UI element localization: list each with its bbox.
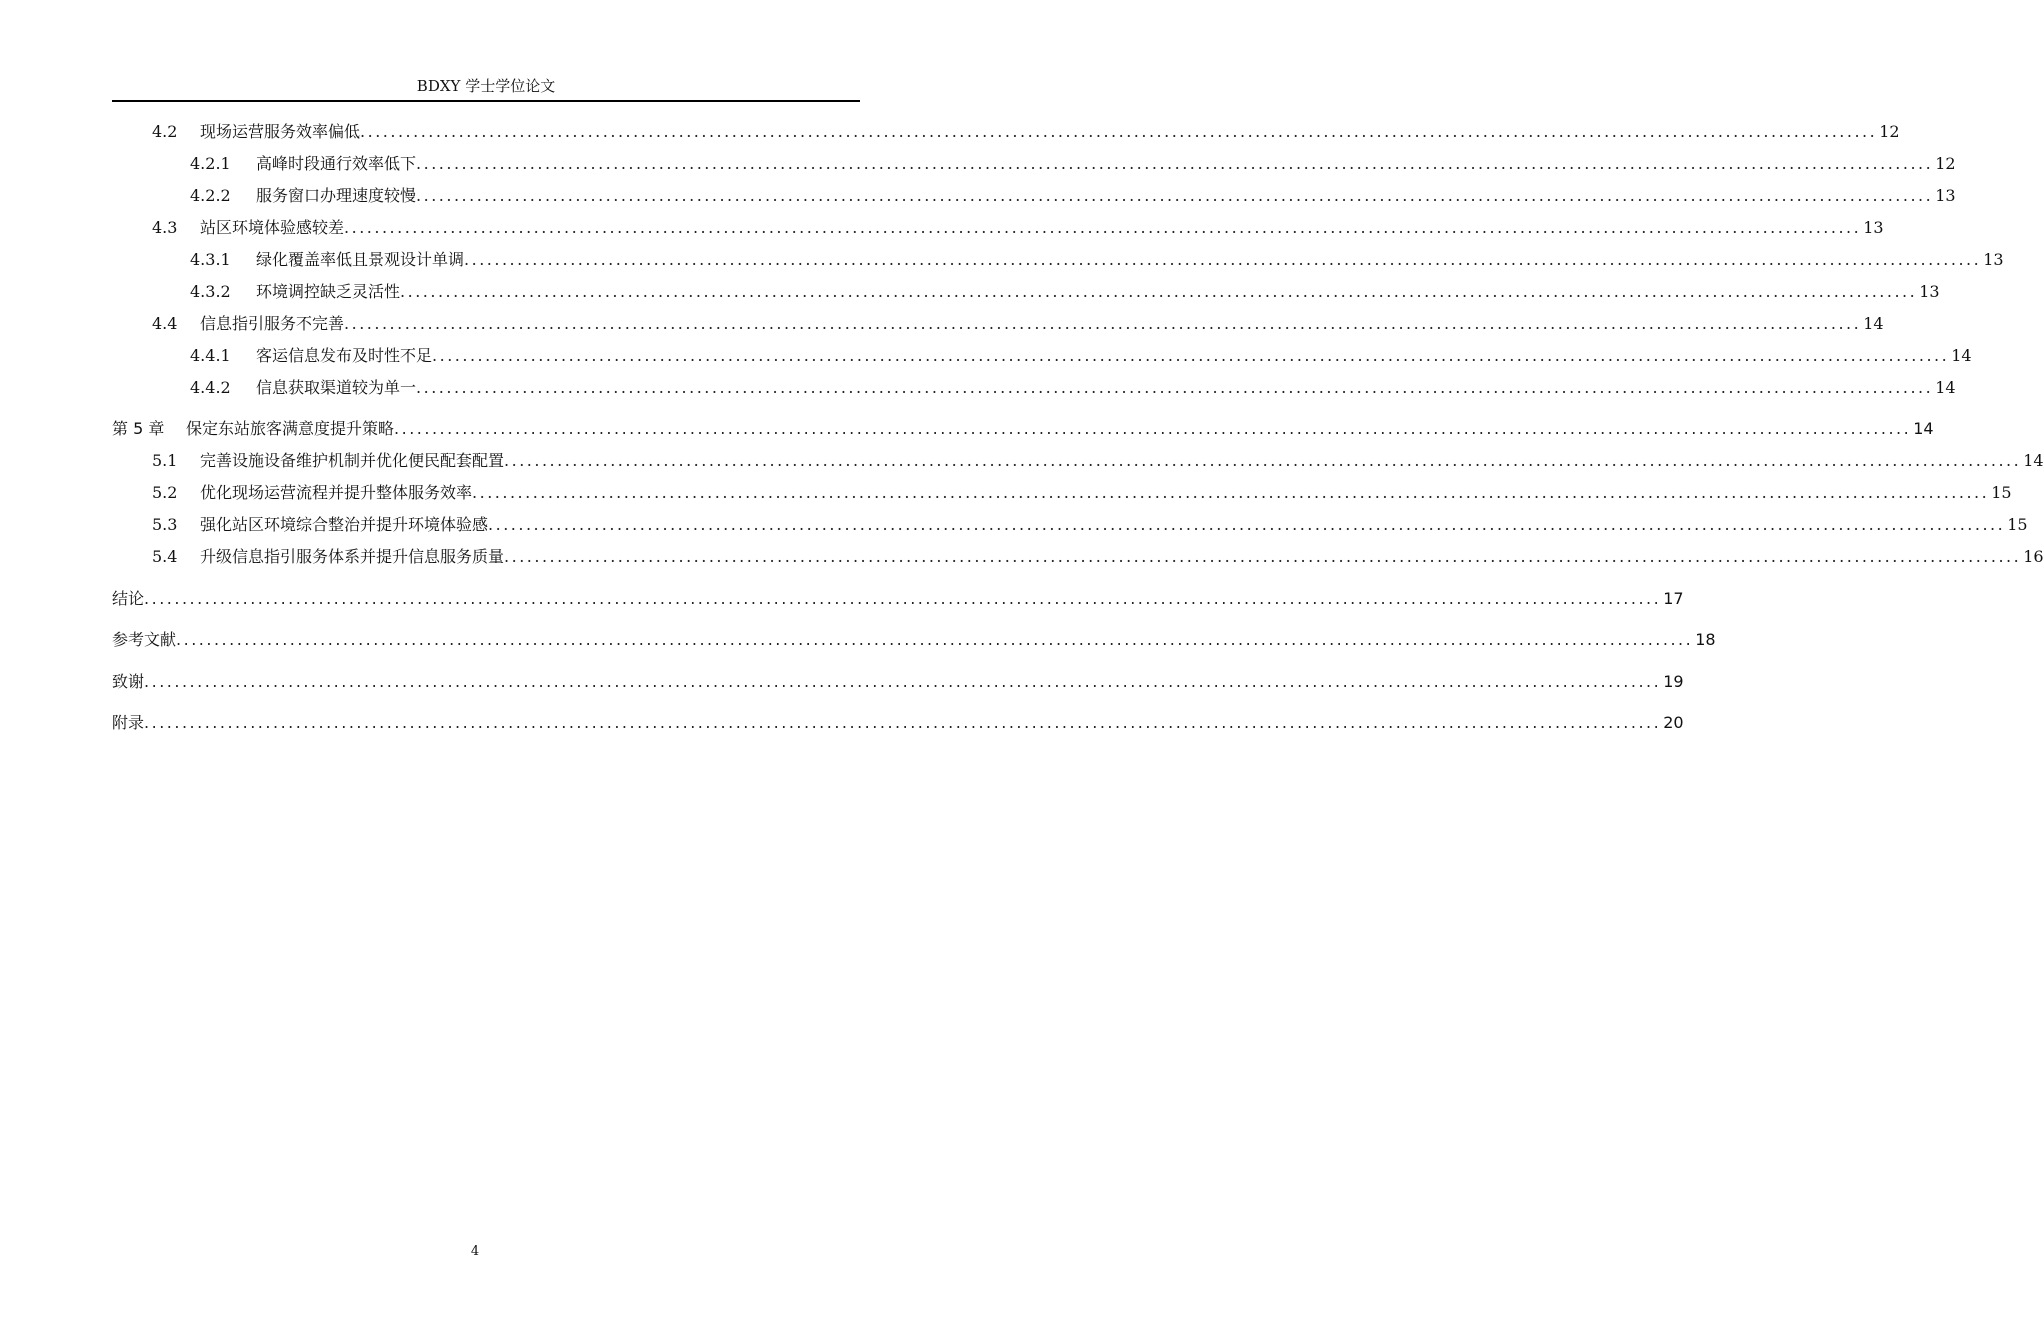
toc-entry-title: 参考文献 [112,630,177,649]
toc-entry-title: 完善设施设备维护机制并优化便民配套配置 [200,451,505,470]
toc-entry-number: 4.2 [152,122,178,141]
toc-entry-number: 5.1 [152,451,178,470]
toc-entry[interactable] [190,280,1940,304]
toc-entry[interactable] [112,628,1716,652]
toc-entry-number: 4.4.2 [190,378,231,397]
toc-entry[interactable] [152,545,2044,569]
toc-leader-dots: ........................................................................................................................................................................................................ [144,589,1662,608]
toc-entry-title: 强化站区环境综合整治并提升环境体验感 [200,515,489,534]
toc-entry-number: 4.3 [152,218,178,237]
toc-entry-number: 4.3.2 [190,282,231,301]
toc-entry-page: 16 [2023,547,2044,566]
toc-leader-dots: ........................................................................................................................................................................................................ [416,378,1934,397]
toc-leader-dots: ........................................................................................................................................................................................................ [416,186,1934,205]
toc-entry[interactable] [112,587,1684,611]
toc-entry[interactable] [152,513,2028,537]
toc-entry[interactable] [152,312,1884,336]
toc-entry-number: 4.4 [152,314,178,333]
toc-entry-title: 保定东站旅客满意度提升策略 [186,419,395,438]
toc-entry-page: 15 [1991,483,2012,502]
toc-entry-number: 4.3.1 [190,250,231,269]
toc-entry-page: 13 [1863,218,1884,237]
toc-entry-title: 现场运营服务效率偏低 [200,122,361,141]
toc-entry-page: 13 [1935,186,1956,205]
toc-entry-page: 14 [2023,451,2044,470]
toc-entry-title: 结论 [112,589,145,608]
toc-leader-dots: ........................................................................................................................................................................................................ [504,451,2022,470]
toc-leader-dots: ........................................................................................................................................................................................................ [472,483,1990,502]
toc-entry[interactable] [190,152,1956,176]
toc-leader-dots: ........................................................................................................................................................................................................ [488,515,2006,534]
toc-leader-dots: ........................................................................................................................................................................................................ [360,122,1878,141]
toc-leader-dots: ........................................................................................................................................................................................................ [464,250,1982,269]
toc-entry-title: 信息获取渠道较为单一 [256,378,417,397]
toc-entry-page: 13 [1983,250,2004,269]
running-header: BDXY 学士学位论文 [416,77,556,95]
toc-entry-page: 14 [1863,314,1884,333]
toc-entry[interactable] [112,417,1934,441]
toc-entry-title: 高峰时段通行效率低下 [256,154,417,173]
toc-leader-dots: ........................................................................................................................................................................................................ [176,630,1694,649]
toc-entry-page: 20 [1663,713,1684,732]
toc-entry-page: 13 [1919,282,1940,301]
toc-leader-dots: ........................................................................................................................................................................................................ [144,713,1662,732]
toc-entry[interactable] [190,376,1956,400]
toc-entry-number: 4.2.2 [190,186,231,205]
toc-entry[interactable] [112,711,1684,735]
toc-entry-page: 14 [1951,346,1972,365]
toc-entry-title: 绿化覆盖率低且景观设计单调 [256,250,465,269]
toc-entry-page: 14 [1913,419,1934,438]
toc-entry[interactable] [190,248,2004,272]
toc-entry-title: 站区环境体验感较差 [200,218,345,237]
toc-entry-title: 升级信息指引服务体系并提升信息服务质量 [200,547,505,566]
toc-entry-number: 第 5 章 [112,419,165,438]
toc-entry-page: 18 [1695,630,1716,649]
toc-entry-page: 17 [1663,589,1684,608]
toc-entry[interactable] [190,184,1956,208]
toc-entry-title: 附录 [112,713,145,732]
toc-entry[interactable] [152,481,2012,505]
toc-entry[interactable] [112,670,1684,694]
toc-leader-dots: ........................................................................................................................................................................................................ [504,547,2022,566]
toc-entry-page: 15 [2007,515,2028,534]
toc-leader-dots: ........................................................................................................................................................................................................ [344,314,1862,333]
toc-entry-page: 19 [1663,672,1684,691]
toc-entry-number: 4.4.1 [190,346,231,365]
toc-entry-number: 5.2 [152,483,178,502]
toc-entry-page: 12 [1879,122,1900,141]
toc-leader-dots: ........................................................................................................................................................................................................ [432,346,1950,365]
toc-entry-title: 环境调控缺乏灵活性 [256,282,401,301]
toc-leader-dots: ........................................................................................................................................................................................................ [400,282,1918,301]
toc-entry-title: 信息指引服务不完善 [200,314,345,333]
toc-entry-title: 优化现场运营流程并提升整体服务效率 [200,483,473,502]
toc-entry-number: 4.2.1 [190,154,231,173]
toc-entry-title: 服务窗口办理速度较慢 [256,186,417,205]
toc-leader-dots: ........................................................................................................................................................................................................ [394,419,1912,438]
toc-entry[interactable] [152,120,1900,144]
toc-entry-page: 14 [1935,378,1956,397]
toc-entry[interactable] [190,344,1972,368]
page-number: 4 [470,1244,480,1259]
toc-leader-dots: ........................................................................................................................................................................................................ [144,672,1662,691]
header-rule [112,100,860,102]
toc-entry-page: 12 [1935,154,1956,173]
toc-entry[interactable] [152,449,2044,473]
toc-entry-number: 5.4 [152,547,178,566]
toc-entry-number: 5.3 [152,515,178,534]
toc-leader-dots: ........................................................................................................................................................................................................ [416,154,1934,173]
toc-entry-title: 客运信息发布及时性不足 [256,346,433,365]
toc-leader-dots: ........................................................................................................................................................................................................ [344,218,1862,237]
toc-entry-title: 致谢 [112,672,145,691]
toc-entry[interactable] [152,216,1884,240]
